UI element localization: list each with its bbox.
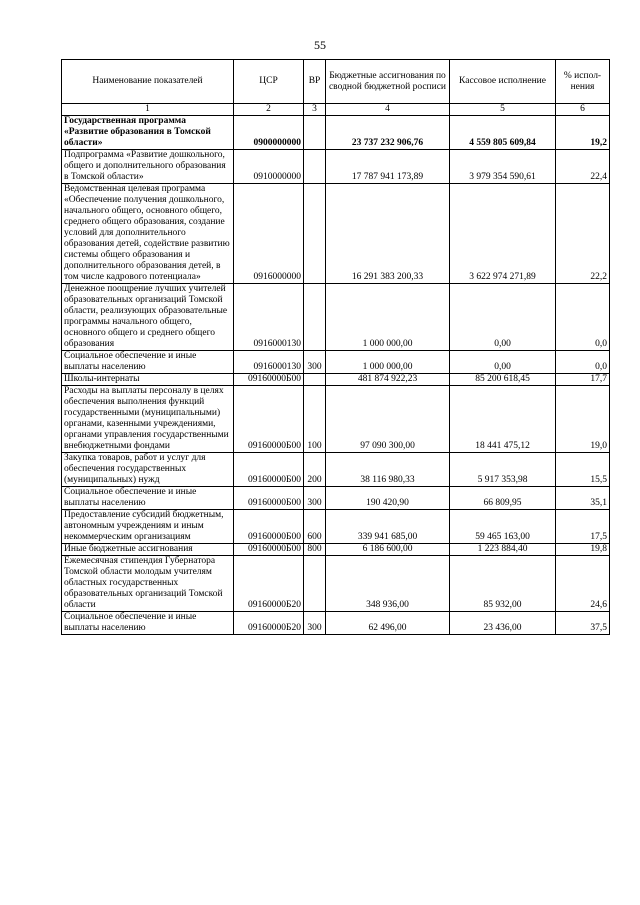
row-percent-cell: 22,2 <box>556 184 610 284</box>
table-row <box>62 510 610 544</box>
row-name-cell: Подпрограмма «Развитие дошкольного, общего и дополнительного образования в Томской области» <box>62 150 234 184</box>
row-vr-cell <box>304 284 326 351</box>
row-allocation-cell: 23 737 232 906,76 <box>326 116 450 150</box>
row-vr-cell: 200 <box>304 453 326 487</box>
row-csr-cell: 09160000Б20 <box>234 556 304 612</box>
row-csr-cell: 0910000000 <box>234 150 304 184</box>
table-row <box>62 184 610 284</box>
row-allocation-cell: 190 420,90 <box>326 487 450 510</box>
row-cash-cell: 18 441 475,12 <box>450 386 556 453</box>
row-csr-cell: 09160000Б20 <box>234 612 304 635</box>
row-percent-cell: 0,0 <box>556 351 610 374</box>
row-allocation-cell: 38 116 980,33 <box>326 453 450 487</box>
header-vr: ВР <box>304 60 326 104</box>
row-allocation-cell: 1 000 000,00 <box>326 284 450 351</box>
row-vr-cell: 300 <box>304 351 326 374</box>
row-csr-cell: 09160000Б00 <box>234 544 304 556</box>
row-cash-cell: 3 622 974 271,89 <box>450 184 556 284</box>
header-allocations: Бюджетные ассигнования по сводной бюджетной росписи <box>326 60 450 104</box>
row-vr-cell <box>304 116 326 150</box>
row-cash-cell: 4 559 805 609,84 <box>450 116 556 150</box>
row-name-cell: Школы-интернаты <box>62 374 234 386</box>
row-vr-cell: 600 <box>304 510 326 544</box>
row-allocation-cell: 17 787 941 173,89 <box>326 150 450 184</box>
row-csr-cell: 09160000Б00 <box>234 374 304 386</box>
row-vr-cell <box>304 184 326 284</box>
row-allocation-cell: 97 090 300,00 <box>326 386 450 453</box>
row-percent-cell: 17,7 <box>556 374 610 386</box>
row-cash-cell: 59 465 163,00 <box>450 510 556 544</box>
row-name-cell: Социальное обеспечение и иные выплаты населению <box>62 487 234 510</box>
row-vr-cell: 100 <box>304 386 326 453</box>
row-percent-cell: 17,5 <box>556 510 610 544</box>
row-csr-cell: 0916000130 <box>234 351 304 374</box>
column-number-row <box>62 104 610 116</box>
table-row <box>62 612 610 635</box>
row-csr-cell: 09160000Б00 <box>234 487 304 510</box>
row-cash-cell: 66 809,95 <box>450 487 556 510</box>
row-cash-cell: 1 223 884,40 <box>450 544 556 556</box>
row-cash-cell: 5 917 353,98 <box>450 453 556 487</box>
row-percent-cell: 22,4 <box>556 150 610 184</box>
row-cash-cell: 85 200 618,45 <box>450 374 556 386</box>
row-csr-cell: 0916000000 <box>234 184 304 284</box>
row-percent-cell: 37,5 <box>556 612 610 635</box>
row-name-cell: Ведомственная целевая программа «Обеспечение получения дошкольного, начального общего, основного общего, среднего общего образования, создание условий для дополнительного образования детей, содействие развитию системы общего образования и дополнительного образования детей, в том числе кадрового потенциала» <box>62 184 234 284</box>
header-percent: % испол-нения <box>556 60 610 104</box>
row-cash-cell: 0,00 <box>450 284 556 351</box>
row-name-cell: Денежное поощрение лучших учителей образовательных организаций Томской области, реализующих образовательные программы начального общего, основного общего и среднего общего образования <box>62 284 234 351</box>
row-allocation-cell: 62 496,00 <box>326 612 450 635</box>
row-allocation-cell: 16 291 383 200,33 <box>326 184 450 284</box>
column-number: 6 <box>556 104 610 116</box>
column-number: 5 <box>450 104 556 116</box>
row-vr-cell <box>304 374 326 386</box>
header-cash-execution: Кассовое исполнение <box>450 60 556 104</box>
row-vr-cell <box>304 556 326 612</box>
table-row <box>62 351 610 374</box>
row-name-cell: Ежемесячная стипендия Губернатора Томской области молодым учителям областных государственных образовательных организаций Томской области <box>62 556 234 612</box>
table-row <box>62 487 610 510</box>
table-row <box>62 544 610 556</box>
table-body <box>62 104 610 635</box>
header-name: Наименование показателей <box>62 60 234 104</box>
row-name-cell: Социальное обеспечение и иные выплаты населению <box>62 612 234 635</box>
row-percent-cell: 19,8 <box>556 544 610 556</box>
row-percent-cell: 0,0 <box>556 284 610 351</box>
row-vr-cell: 300 <box>304 612 326 635</box>
row-vr-cell: 800 <box>304 544 326 556</box>
budget-execution-table <box>61 59 610 635</box>
row-name-cell: Иные бюджетные ассигнования <box>62 544 234 556</box>
row-csr-cell: 0916000130 <box>234 284 304 351</box>
row-allocation-cell: 1 000 000,00 <box>326 351 450 374</box>
row-cash-cell: 23 436,00 <box>450 612 556 635</box>
row-vr-cell <box>304 150 326 184</box>
table-row <box>62 556 610 612</box>
table-row <box>62 386 610 453</box>
row-percent-cell: 19,0 <box>556 386 610 453</box>
table-row <box>62 116 610 150</box>
row-cash-cell: 3 979 354 590,61 <box>450 150 556 184</box>
row-allocation-cell: 339 941 685,00 <box>326 510 450 544</box>
table-row <box>62 150 610 184</box>
header-csr: ЦСР <box>234 60 304 104</box>
row-allocation-cell: 6 186 600,00 <box>326 544 450 556</box>
table-row <box>62 374 610 386</box>
row-csr-cell: 0900000000 <box>234 116 304 150</box>
row-allocation-cell: 348 936,00 <box>326 556 450 612</box>
row-vr-cell: 300 <box>304 487 326 510</box>
row-csr-cell: 09160000Б00 <box>234 386 304 453</box>
row-percent-cell: 19,2 <box>556 116 610 150</box>
row-csr-cell: 09160000Б00 <box>234 453 304 487</box>
row-name-cell: Предоставление субсидий бюджетным, автономным учреждениям и иным некоммерческим организациям <box>62 510 234 544</box>
row-allocation-cell: 481 874 922,23 <box>326 374 450 386</box>
row-name-cell: Расходы на выплаты персоналу в целях обеспечения выполнения функций государственными (муниципальными) органами, казенными учреждениями, органами управления государственными внебюджетными фондами <box>62 386 234 453</box>
column-number: 2 <box>234 104 304 116</box>
page-number: 55 <box>314 38 326 52</box>
row-name-cell: Социальное обеспечение и иные выплаты населению <box>62 351 234 374</box>
row-csr-cell: 09160000Б00 <box>234 510 304 544</box>
row-percent-cell: 15,5 <box>556 453 610 487</box>
row-name-cell: Закупка товаров, работ и услуг для обеспечения государственных (муниципальных) нужд <box>62 453 234 487</box>
table-row <box>62 284 610 351</box>
table-row <box>62 453 610 487</box>
column-number: 3 <box>304 104 326 116</box>
row-cash-cell: 85 932,00 <box>450 556 556 612</box>
column-number: 1 <box>62 104 234 116</box>
row-percent-cell: 35,1 <box>556 487 610 510</box>
column-number: 4 <box>326 104 450 116</box>
row-cash-cell: 0,00 <box>450 351 556 374</box>
row-percent-cell: 24,6 <box>556 556 610 612</box>
row-name-cell: Государственная программа «Развитие образования в Томской области» <box>62 116 234 150</box>
